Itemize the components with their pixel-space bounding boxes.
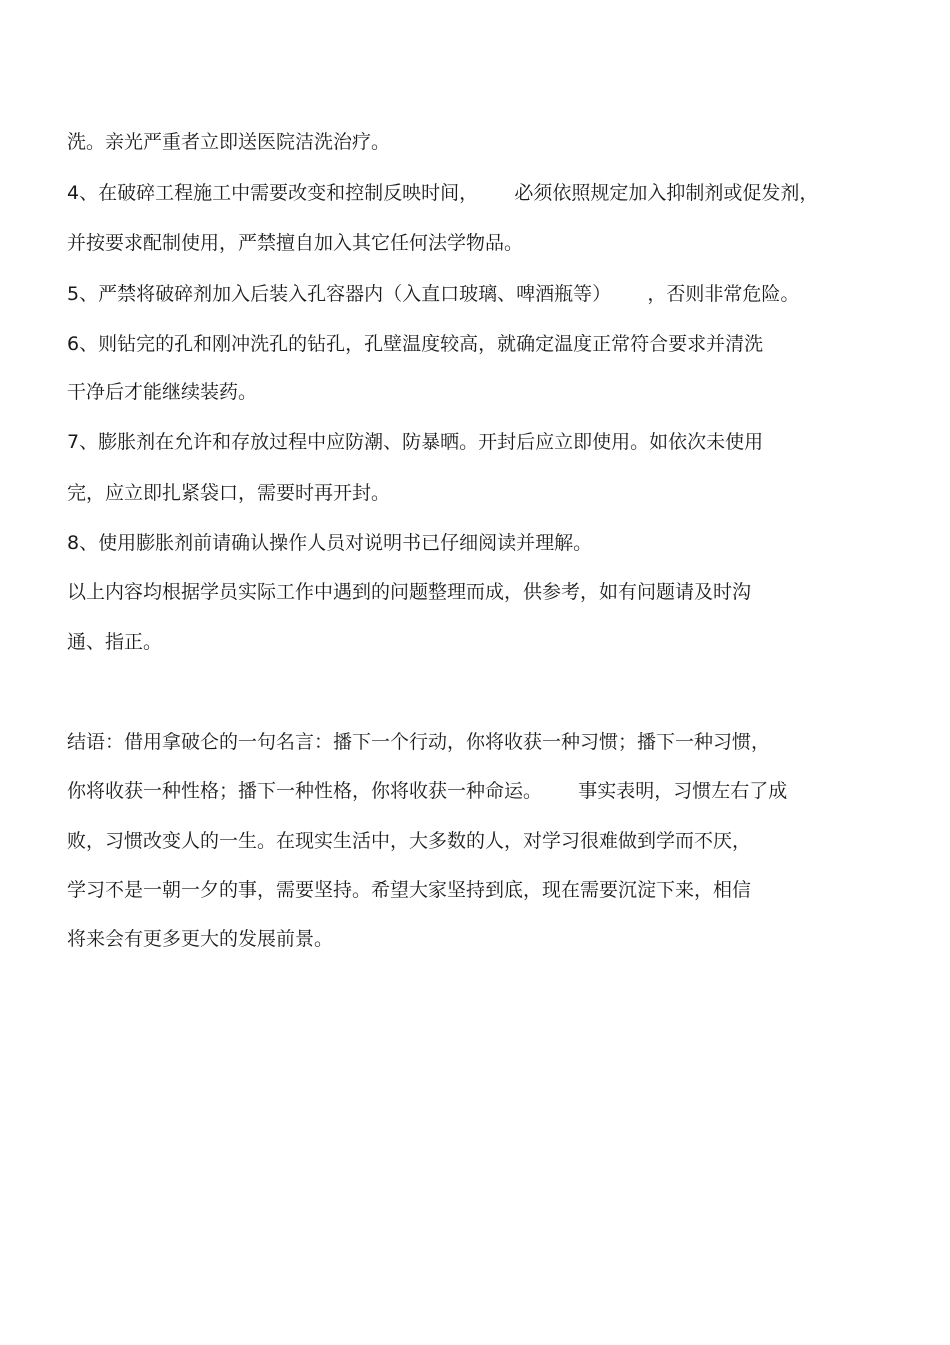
text-line: 学习不是一朝一夕的事，需要坚持。希望大家坚持到底，现在需要沉淀下来，相信 [67,879,752,901]
text-line: 4、在破碎工程施工中需要改变和控制反映时间， 必须依照规定加入抑制剂或促发剂， [67,182,819,204]
text-line: 结语：借用拿破仑的一句名言：播下一个行动，你将收获一种习惯；播下一种习惯， [67,731,771,753]
text-line: 以上内容均根据学员实际工作中遇到的问题整理而成，供参考，如有问题请及时沟 [67,581,752,603]
text-line: 干净后才能继续装药。 [67,381,258,403]
text-line: 7、膨胀剂在允许和存放过程中应防潮、防暴晒。开封后应立即使用。如依次未使用 [67,431,764,453]
text-line: 将来会有更多更大的发展前景。 [67,928,334,950]
text-line: 通、指正。 [67,631,163,653]
text-line: 8、使用膨胀剂前请确认操作人员对说明书已仔细阅读并理解。 [67,532,593,554]
text-line: 完，应立即扎紧袋口，需要时再开封。 [67,482,391,504]
text-line: 并按要求配制使用，严禁擅自加入其它任何法学物品。 [67,232,524,254]
text-line: 6、则钻完的孔和刚冲洗孔的钻孔，孔壁温度较高，就确定温度正常符合要求并清洗 [67,333,764,355]
text-line: 你将收获一种性格；播下一种性格，你将收获一种命运。 事实表明，习惯左右了成 [67,780,788,802]
text-line: 洗。亲光严重者立即送医院洁洗治疗。 [67,131,391,153]
text-line: 败，习惯改变人的一生。在现实生活中，大多数的人，对学习很难做到学而不厌， [67,830,752,852]
text-line: 5、严禁将破碎剂加入后装入孔容器内（入直口玻璃、啤酒瓶等） ，否则非常危险。 [67,283,800,305]
